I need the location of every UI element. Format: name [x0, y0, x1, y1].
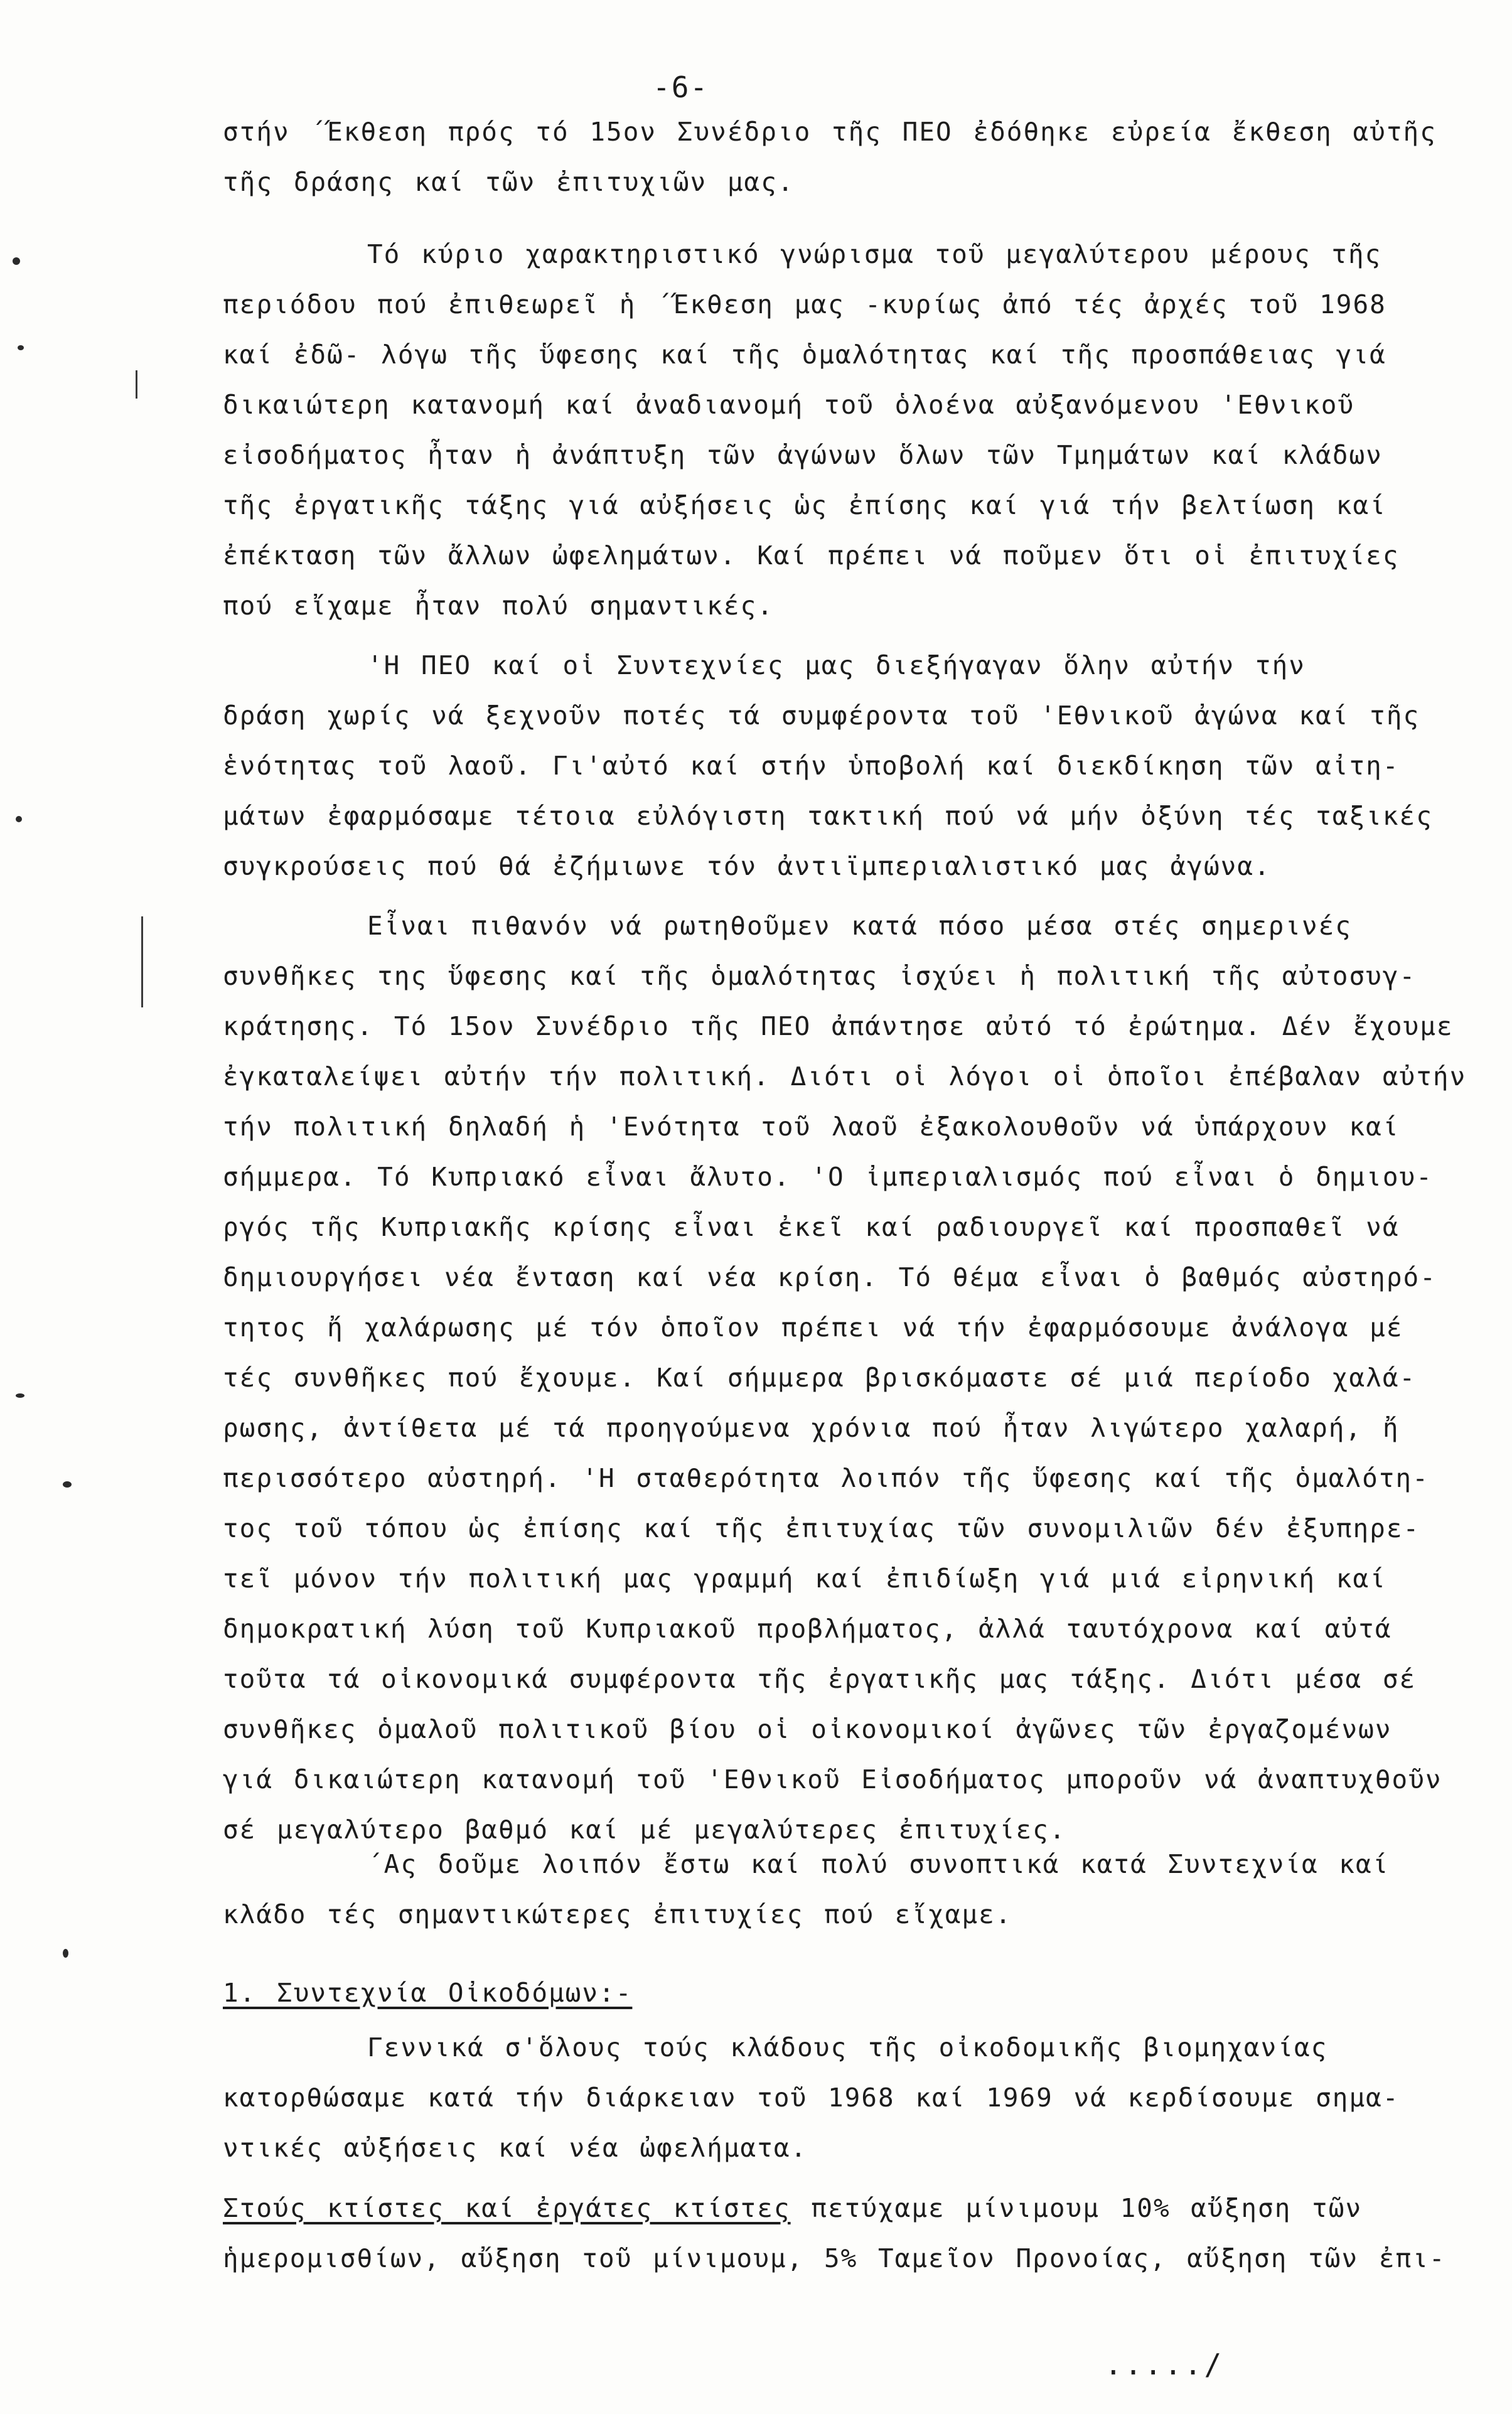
text-line: Εἶναι πιθανόν νά ρωτηθοῦμεν κατά πόσο μέσα στές σημερινές	[367, 911, 1352, 941]
text-line: γιά δικαιώτερη κατανομή τοῦ 'Εθνικοῦ Εἰσοδήματος μποροῦν νά ἀναπτυχθοῦν	[223, 1764, 1442, 1794]
text-line: σήμμερα. Τό Κυπριακό εἶναι ἄλυτο. 'Ο ἰμπεριαλισμός πού εἶναι ὁ δημιου-	[223, 1162, 1433, 1192]
text-line: Γεννικά σ'ὅλους τούς κλάδους τῆς οἰκοδομικῆς βιομηχανίας	[367, 2032, 1328, 2063]
paragraph-2	[223, 229, 1428, 631]
last-paragraph	[223, 2183, 1446, 2283]
text-line: πού εἴχαμε ἦταν πολύ σημαντικές.	[223, 591, 774, 621]
text-line: καί ἐδῶ- λόγω τῆς ὕφεσης καί τῆς ὁμαλότητας καί τῆς προσπάθειας γιά	[223, 340, 1386, 370]
text-line: δημοκρατική λύση τοῦ Κυπριακοῦ προβλήματος, ἀλλά ταυτόχρονα καί αὐτά	[223, 1614, 1392, 1644]
text-line: ἡμερομισθίων, αὔξηση τοῦ μίνιμουμ, 5% Ταμεῖον Προνοίας, αὔξηση τῶν ἐπι-	[223, 2243, 1446, 2273]
text-line: δημιουργήσει νέα ἔνταση καί νέα κρίση. Τό θέμα εἶναι ὁ βαθμός αὐστηρό-	[223, 1262, 1437, 1292]
page-number: -6-	[653, 70, 709, 104]
text-line: τῆς ἐργατικῆς τάξης γιά αὐξήσεις ὡς ἐπίσης καί γιά τήν βελτίωση καί	[223, 490, 1386, 520]
paragraph-5	[223, 1839, 1428, 1939]
margin-dot	[18, 345, 24, 350]
text-line: τητος ἤ χαλάρωσης μέ τόν ὁποῖον πρέπει νά τήν ἐφαρμόσουμε ἀνάλογα μέ	[223, 1312, 1403, 1343]
text-line: περιόδου πού ἐπιθεωρεῖ ἡ ΄Έκθεση μας -κυρίως ἀπό τές ἀρχές τοῦ 1968	[223, 289, 1386, 319]
text-line: συνθῆκες της ὕφεσης καί τῆς ὁμαλότητας ἰσχύει ἡ πολιτική τῆς αὐτοσυγ-	[223, 961, 1417, 991]
margin-dot	[13, 257, 20, 265]
text-line: τοῦτα τά οἰκονομικά συμφέροντα τῆς ἐργατικῆς μας τάξης. Διότι μέσα σέ	[223, 1664, 1417, 1694]
text-line: σέ μεγαλύτερο βαθμό καί μέ μεγαλύτερες ἐπιτυχίες.	[223, 1815, 1066, 1845]
text-line: ἑνότητας τοῦ λαοῦ. Γι'αὐτό καί στήν ὑποβολή καί διεκδίκηση τῶν αἰτη-	[223, 751, 1400, 781]
text-line: Τό κύριο χαρακτηριστικό γνώρισμα τοῦ μεγαλύτερου μέρους τῆς	[367, 239, 1382, 269]
margin-dot	[63, 1481, 72, 1488]
text-line: τῆς δράσης καί τῶν ἐπιτυχιῶν μας.	[223, 167, 795, 197]
section-heading	[223, 1968, 1428, 2018]
text-line: κλάδο τές σημαντικώτερες ἐπιτυχίες πού εἴχαμε.	[223, 1899, 1012, 1929]
continuation-mark: ...../	[1105, 2347, 1225, 2381]
text-line: ἐπέκταση τῶν ἄλλων ὠφελημάτων. Καί πρέπει νά ποῦμεν ὅτι οἱ ἐπιτυχίες	[223, 540, 1400, 571]
text-line: ρωσης, ἀντίθετα μέ τά προηγούμενα χρόνια πού ἦταν λιγώτερο χαλαρή, ἤ	[223, 1413, 1400, 1443]
line-rest: πετύχαμε μίνιμουμ 10% αὔξηση τῶν	[790, 2193, 1363, 2223]
text-line: 'Η ΠΕΟ καί οἱ Συντεχνίες μας διεξήγαγαν ὅλην αὐτήν τήν	[367, 650, 1306, 680]
underlined-lead: Στούς κτίστες καί ἐργάτες κτίστες	[223, 2193, 791, 2223]
text-line: ΄Ας δοῦμε λοιπόν ἔστω καί πολύ συνοπτικά κατά Συντεχνία καί	[367, 1849, 1390, 1879]
text-line: ἐγκαταλείψει αὐτήν τήν πολιτική. Διότι οἱ λόγοι οἱ ὁποῖοι ἐπέβαλαν αὐτήν	[223, 1061, 1467, 1092]
paragraph-1	[223, 107, 1437, 207]
text-line: εἰσοδήματος ἦταν ἡ ἀνάπτυξη τῶν ἀγώνων ὅλων τῶν Τμημάτων καί κλάδων	[223, 440, 1383, 470]
margin-dot	[63, 1949, 68, 1958]
text-line: συγκρούσεις πού θά ἐζήμιωνε τόν ἀντιϊμπεριαλιστικό μας ἀγώνα.	[223, 851, 1271, 881]
text-line: περισσότερο αὐστηρή. 'Η σταθερότητα λοιπόν τῆς ὕφεσης καί τῆς ὁμαλότη-	[223, 1463, 1429, 1493]
margin-line	[141, 916, 143, 1007]
text-line: τεῖ μόνον τήν πολιτική μας γραμμή καί ἐπιδίωξη γιά μιά εἰρηνική καί	[223, 1564, 1386, 1594]
text-line: ργός τῆς Κυπριακῆς κρίσης εἶναι ἐκεῖ καί ραδιουργεῖ καί προσπαθεῖ νά	[223, 1212, 1400, 1242]
text-line: τος τοῦ τόπου ὡς ἐπίσης καί τῆς ἐπιτυχίας τῶν συνομιλιῶν δέν ἐξυπηρε-	[223, 1513, 1420, 1543]
text-line: τές συνθῆκες πού ἔχουμε. Καί σήμμερα βρισκόμαστε σέ μιά περίοδο χαλά-	[223, 1363, 1417, 1393]
text-line: στήν ΄Έκθεση πρός τό 15ον Συνέδριο τῆς ΠΕΟ ἐδόθηκε εὐρεία ἔκθεση αὐτῆς	[223, 117, 1437, 147]
margin-dot	[16, 1393, 24, 1398]
text-line: ντικές αὐξήσεις καί νέα ὠφελήματα.	[223, 2133, 808, 2163]
text-line: μάτων ἐφαρμόσαμε τέτοια εὐλόγιστη τακτική πού νά μήν ὀξύνη τές ταξικές	[223, 801, 1433, 831]
section-paragraph	[223, 2022, 1428, 2173]
paragraph-4	[223, 901, 1467, 1855]
margin-dot	[16, 816, 22, 822]
text-line: συνθῆκες ὁμαλοῦ πολιτικοῦ βίου οἱ οἰκονομικοί ἀγῶνες τῶν ἐργαζομένων	[223, 1714, 1392, 1744]
section-heading-text: 1. Συντεχνία Οἰκοδόμων:-	[223, 1978, 633, 2008]
text-line: δικαιώτερη κατανομή καί ἀναδιανομή τοῦ ὁλοένα αὐξανόμενου 'Εθνικοῦ	[223, 390, 1355, 420]
text-line: κράτησης. Τό 15ον Συνέδριο τῆς ΠΕΟ ἀπάντησε αὐτό τό ἐρώτημα. Δέν ἔχουμε	[223, 1011, 1454, 1041]
text-line: τήν πολιτική δηλαδή ἡ 'Ενότητα τοῦ λαοῦ ἐξακολουθοῦν νά ὑπάρχουν καί	[223, 1112, 1400, 1142]
text-line: κατορθώσαμε κατά τήν διάρκειαν τοῦ 1968 καί 1969 νά κερδίσουμε σημα-	[223, 2083, 1400, 2113]
text-line	[223, 2183, 1428, 2233]
text-line: δράση χωρίς νά ξεχνοῦν ποτές τά συμφέροντα τοῦ 'Εθνικοῦ ἀγώνα καί τῆς	[223, 700, 1420, 731]
margin-line	[136, 370, 137, 399]
paragraph-3	[223, 640, 1433, 891]
